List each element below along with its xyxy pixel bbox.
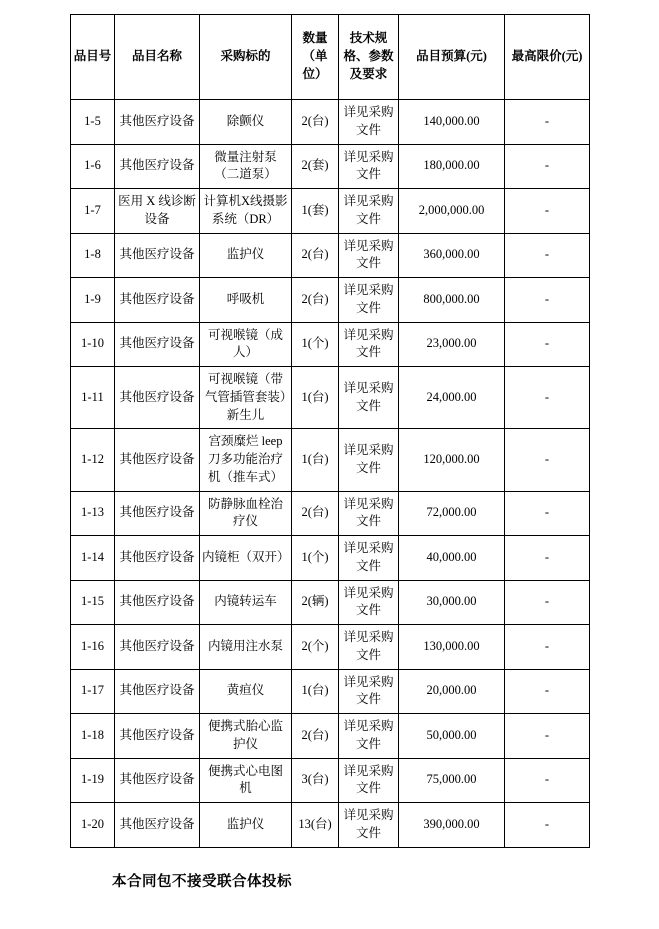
cell-price-cap: - (505, 758, 590, 803)
cell-quantity: 2(台) (292, 233, 339, 278)
cell-budget: 360,000.00 (399, 233, 505, 278)
table-header-row (71, 15, 590, 100)
cell-specification: 详见采购文件 (339, 322, 399, 367)
cell-price-cap: - (505, 625, 590, 670)
cell-specification: 详见采购文件 (339, 803, 399, 848)
cell-item-code: 1-12 (71, 429, 115, 491)
cell-quantity: 2(台) (292, 491, 339, 536)
cell-budget: 24,000.00 (399, 367, 505, 429)
cell-specification: 详见采购文件 (339, 758, 399, 803)
cell-subject: 可视喉镜（成人） (200, 322, 292, 367)
table-row (71, 189, 590, 234)
cell-subject: 微量注射泵（二道泵） (200, 144, 292, 189)
cell-item-code: 1-15 (71, 580, 115, 625)
cell-subject: 监护仪 (200, 803, 292, 848)
cell-item-code: 1-11 (71, 367, 115, 429)
cell-item-code: 1-8 (71, 233, 115, 278)
cell-item-code: 1-14 (71, 536, 115, 581)
cell-price-cap: - (505, 144, 590, 189)
cell-item-name: 其他医疗设备 (115, 322, 200, 367)
cell-budget: 130,000.00 (399, 625, 505, 670)
cell-item-name: 其他医疗设备 (115, 233, 200, 278)
cell-quantity: 1(个) (292, 322, 339, 367)
column-header-budget: 品目预算(元) (399, 15, 505, 100)
cell-subject: 除颤仪 (200, 100, 292, 145)
cell-item-code: 1-6 (71, 144, 115, 189)
cell-subject: 黄疸仪 (200, 669, 292, 714)
cell-specification: 详见采购文件 (339, 491, 399, 536)
cell-item-name: 其他医疗设备 (115, 803, 200, 848)
table-row (71, 580, 590, 625)
cell-budget: 23,000.00 (399, 322, 505, 367)
cell-quantity: 2(台) (292, 714, 339, 759)
column-header-item-code: 品目号 (71, 15, 115, 100)
cell-budget: 180,000.00 (399, 144, 505, 189)
cell-specification: 详见采购文件 (339, 580, 399, 625)
cell-subject: 宫颈糜烂 leep 刀多功能治疗机（推车式） (200, 429, 292, 491)
cell-specification: 详见采购文件 (339, 367, 399, 429)
table-row (71, 536, 590, 581)
cell-item-name: 其他医疗设备 (115, 491, 200, 536)
cell-subject: 计算机X线摄影系统（DR） (200, 189, 292, 234)
contract-package-note: 本合同包不接受联合体投标 (112, 873, 292, 890)
cell-subject: 内镜柜（双开） (200, 536, 292, 581)
table-row (71, 803, 590, 848)
cell-item-name: 其他医疗设备 (115, 714, 200, 759)
cell-item-code: 1-5 (71, 100, 115, 145)
cell-quantity: 2(台) (292, 100, 339, 145)
cell-subject: 便携式心电图机 (200, 758, 292, 803)
cell-price-cap: - (505, 367, 590, 429)
cell-budget: 2,000,000.00 (399, 189, 505, 234)
cell-subject: 可视喉镜（带气管插管套装）新生儿 (200, 367, 292, 429)
cell-quantity: 3(台) (292, 758, 339, 803)
cell-specification: 详见采购文件 (339, 625, 399, 670)
cell-item-name: 其他医疗设备 (115, 625, 200, 670)
cell-specification: 详见采购文件 (339, 233, 399, 278)
cell-subject: 内镜转运车 (200, 580, 292, 625)
cell-item-code: 1-19 (71, 758, 115, 803)
cell-item-code: 1-20 (71, 803, 115, 848)
table-row (71, 625, 590, 670)
cell-price-cap: - (505, 100, 590, 145)
cell-budget: 140,000.00 (399, 100, 505, 145)
cell-quantity: 1(台) (292, 669, 339, 714)
cell-budget: 120,000.00 (399, 429, 505, 491)
cell-quantity: 1(台) (292, 429, 339, 491)
cell-price-cap: - (505, 580, 590, 625)
cell-specification: 详见采购文件 (339, 278, 399, 323)
column-header-item-name: 品目名称 (115, 15, 200, 100)
cell-item-code: 1-17 (71, 669, 115, 714)
cell-item-name: 其他医疗设备 (115, 367, 200, 429)
cell-specification: 详见采购文件 (339, 536, 399, 581)
cell-quantity: 1(套) (292, 189, 339, 234)
table-header (71, 15, 590, 100)
column-header-quantity: 数量（单位） (292, 15, 339, 100)
cell-item-name: 其他医疗设备 (115, 580, 200, 625)
cell-item-code: 1-9 (71, 278, 115, 323)
table-row (71, 367, 590, 429)
table-row (71, 144, 590, 189)
cell-price-cap: - (505, 429, 590, 491)
cell-item-name: 其他医疗设备 (115, 669, 200, 714)
column-header-price-cap: 最高限价(元) (505, 15, 590, 100)
cell-item-name: 其他医疗设备 (115, 758, 200, 803)
cell-item-name: 医用 X 线诊断设备 (115, 189, 200, 234)
cell-budget: 50,000.00 (399, 714, 505, 759)
cell-budget: 390,000.00 (399, 803, 505, 848)
cell-price-cap: - (505, 233, 590, 278)
table-row (71, 758, 590, 803)
table-row (71, 669, 590, 714)
cell-budget: 30,000.00 (399, 580, 505, 625)
cell-item-code: 1-13 (71, 491, 115, 536)
cell-budget: 75,000.00 (399, 758, 505, 803)
cell-item-code: 1-18 (71, 714, 115, 759)
cell-subject: 监护仪 (200, 233, 292, 278)
cell-budget: 800,000.00 (399, 278, 505, 323)
cell-budget: 20,000.00 (399, 669, 505, 714)
cell-subject: 呼吸机 (200, 278, 292, 323)
table-row (71, 322, 590, 367)
cell-price-cap: - (505, 491, 590, 536)
table-row (71, 429, 590, 491)
cell-quantity: 13(台) (292, 803, 339, 848)
cell-specification: 详见采购文件 (339, 189, 399, 234)
cell-price-cap: - (505, 714, 590, 759)
cell-price-cap: - (505, 278, 590, 323)
cell-specification: 详见采购文件 (339, 429, 399, 491)
cell-subject: 内镜用注水泵 (200, 625, 292, 670)
procurement-items-table (70, 14, 590, 848)
table-row (71, 100, 590, 145)
cell-item-code: 1-10 (71, 322, 115, 367)
cell-budget: 72,000.00 (399, 491, 505, 536)
cell-price-cap: - (505, 536, 590, 581)
cell-price-cap: - (505, 189, 590, 234)
column-header-subject: 采购标的 (200, 15, 292, 100)
cell-item-name: 其他医疗设备 (115, 144, 200, 189)
cell-item-name: 其他医疗设备 (115, 429, 200, 491)
cell-quantity: 1(台) (292, 367, 339, 429)
column-header-specification: 技术规格、参数及要求 (339, 15, 399, 100)
cell-price-cap: - (505, 669, 590, 714)
cell-quantity: 2(套) (292, 144, 339, 189)
table-row (71, 278, 590, 323)
cell-price-cap: - (505, 803, 590, 848)
cell-quantity: 2(辆) (292, 580, 339, 625)
cell-specification: 详见采购文件 (339, 669, 399, 714)
table-row (71, 233, 590, 278)
cell-item-name: 其他医疗设备 (115, 278, 200, 323)
cell-specification: 详见采购文件 (339, 144, 399, 189)
cell-item-name: 其他医疗设备 (115, 100, 200, 145)
cell-item-code: 1-7 (71, 189, 115, 234)
cell-quantity: 2(台) (292, 278, 339, 323)
cell-specification: 详见采购文件 (339, 714, 399, 759)
cell-budget: 40,000.00 (399, 536, 505, 581)
cell-price-cap: - (505, 322, 590, 367)
cell-quantity: 1(个) (292, 536, 339, 581)
table-row (71, 491, 590, 536)
table-row (71, 714, 590, 759)
cell-item-code: 1-16 (71, 625, 115, 670)
cell-quantity: 2(个) (292, 625, 339, 670)
cell-item-name: 其他医疗设备 (115, 536, 200, 581)
cell-subject: 防静脉血栓治疗仪 (200, 491, 292, 536)
cell-subject: 便携式胎心监护仪 (200, 714, 292, 759)
table-body (71, 100, 590, 848)
cell-specification: 详见采购文件 (339, 100, 399, 145)
